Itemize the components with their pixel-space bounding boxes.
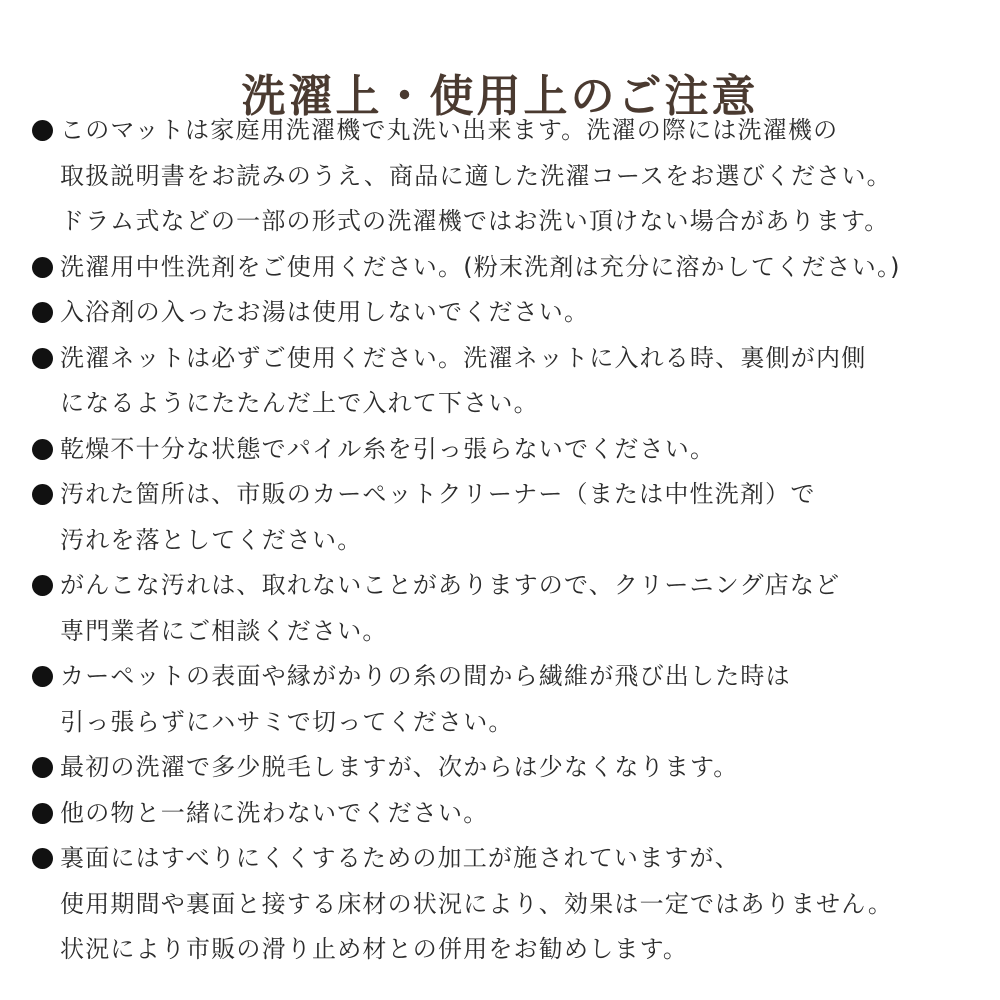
list-item <box>30 427 990 473</box>
page-title: 洗濯上・使用上のご注意 <box>241 71 759 123</box>
bullet-icon <box>32 484 53 505</box>
list-item <box>30 472 990 563</box>
item-text: になるようにたたんだ上で入れて下さい。 <box>60 389 539 417</box>
bullet-icon <box>32 120 53 141</box>
item-text: 取扱説明書をお読みのうえ、商品に適した洗濯コースをお選びください。 <box>60 161 892 190</box>
item-text: このマットは家庭用洗濯機で丸洗い出来ます。洗濯の際には洗濯機の <box>60 116 839 144</box>
list-item <box>30 336 990 427</box>
bullet-icon <box>32 757 53 778</box>
bullet-icon <box>32 302 53 323</box>
bullet-icon <box>32 257 53 278</box>
item-text: 入浴剤の入ったお湯は使用しないでください。 <box>60 298 590 326</box>
item-text: 引っ張らずにハサミで切ってください。 <box>60 707 514 736</box>
list-item <box>30 654 990 745</box>
list-item <box>30 108 990 245</box>
item-text: 状況により市販の滑り止め材との併用をお勧めします。 <box>60 935 689 963</box>
item-text: 裏面にはすべりにくくするための加工が施されていますが、 <box>60 844 740 872</box>
bullet-icon <box>32 803 53 824</box>
list-item <box>30 791 990 837</box>
item-text: 最初の洗濯で多少脱毛しますが、次からは少なくなります。 <box>60 753 739 781</box>
bullet-icon <box>32 575 53 596</box>
item-text: カーペットの表面や縁がかりの糸の間から繊維が飛び出した時は <box>60 662 791 690</box>
item-text: 汚れた箇所は、市販のカーペットクリーナー（または中性洗剤）で <box>60 480 816 508</box>
item-text: 汚れを落としてください。 <box>60 525 363 554</box>
item-text: 乾燥不十分な状態でパイル糸を引っ張らないでください。 <box>60 434 716 463</box>
bullet-icon <box>32 348 53 369</box>
item-text: 洗濯用中性洗剤をご使用ください。(粉末洗剤は充分に溶かしてください。) <box>60 252 901 281</box>
list-item <box>30 290 990 336</box>
bullet-icon <box>32 439 53 460</box>
item-text: ドラム式などの一部の形式の洗濯機ではお洗い頂けない場合があります。 <box>60 207 890 235</box>
item-text: 他の物と一緒に洗わないでください。 <box>60 798 489 827</box>
caution-list <box>30 108 990 973</box>
item-text: 洗濯ネットは必ずご使用ください。洗濯ネットに入れる時、裏側が内側 <box>60 343 867 372</box>
item-text: 専門業者にご相談ください。 <box>60 616 388 645</box>
list-item <box>30 245 990 291</box>
list-item <box>30 745 990 791</box>
item-text: がんこな汚れは、取れないことがありますので、クリーニング店など <box>60 571 841 599</box>
item-text: 使用期間や裏面と接する床材の状況により、効果は一定ではありません。 <box>60 889 894 918</box>
list-item <box>30 836 990 973</box>
bullet-icon <box>32 666 53 687</box>
bullet-icon <box>32 848 53 869</box>
list-item <box>30 563 990 654</box>
